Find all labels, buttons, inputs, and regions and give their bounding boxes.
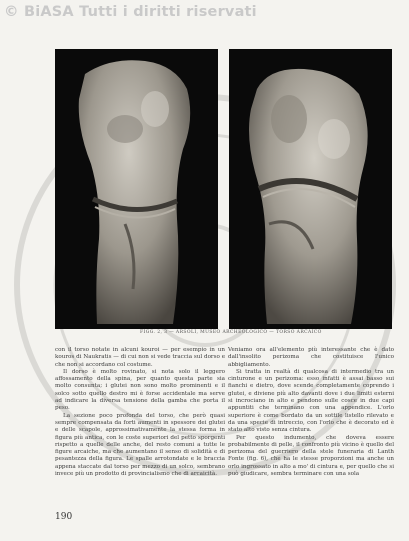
- text-column-left: [55, 347, 225, 478]
- paragraph: Si tratta in realtà di qualcosa di intermedio tra un cinturone e un perizoma: esso infatti è assai basso sui fianchi e dietro, dove scende completamente coprendo i glutei, e diviene più alto davanti dove i due limiti esterni si incrociano in alto e pendono sulle cosce in due capi appuntiti che terminano con una appendice. L'orlo superiore è come bordato da un sottile listello rilevato e da una specie di intreccio, con l'orlo che è decorato ed è stato alto visto senza cintura.: [228, 368, 394, 434]
- figure-caption: FIGG. 2, 3 — ARSOLI, MUSEO ARCHEOLOGICO — TORSO ARCAICO: [140, 330, 322, 335]
- photo-torso-front: [55, 49, 218, 329]
- page-number: 190: [55, 512, 73, 522]
- watermark-text: © BiASA Tutti i diritti riservati: [4, 4, 257, 20]
- paragraph: con il torso notate in alcuni kouroi — per esempio in un kouros di Naukratis — di cui non si vede traccia sul dorso e che non si accordano col costume.: [55, 347, 225, 368]
- paragraph: Per questo indumento, che doveva essere probabilmente di pelle, il confronto più vicino è quello del perizoma del guerriero della stele funeraria di Lanth Fonte (fig. 6), che ha le stesse proporzioni ma anche un orlo ingrossato in alto a mo' di cintura e, per quello che si può giudicare, sembra terminare con una sola: [228, 434, 394, 478]
- paragraph: Il dorso è molto rovinato, si nota solo il leggero affossamento della spina, per quanto questa parte sia molto consunta; i glutei non sono molto prominenti e il solco sotto quello destro mi è forse accidentale ma serve ad indicare la diversa tensione della gamba che porta il peso.: [55, 368, 225, 412]
- paragraph: La sezione poco profonda del torso, che però quasi sempre compensata da forti aumenti in spessore dei glutei e delle scapole, approssimativamente la stessa forma in figura più antica, con le coste superiori del petto sporgenti rispetto a quelle delle anche, del resto comuni a tutte le figure arcaiche, ma che aumentano il senso di solidità e di pesantezza della figura. Le spalle arrotondate e le braccia appena staccate dal torso per mezzo di un solco, sembrano invece più un prodotto di provincialismo che di arcaicità.: [55, 412, 225, 478]
- text-column-right: [228, 347, 394, 478]
- paragraph: Veniamo ora all'elemento più interessante che è dato dall'insolito perizoma che costituisce l'unico abbigliamento.: [228, 347, 394, 368]
- photo-torso-side: [229, 49, 392, 329]
